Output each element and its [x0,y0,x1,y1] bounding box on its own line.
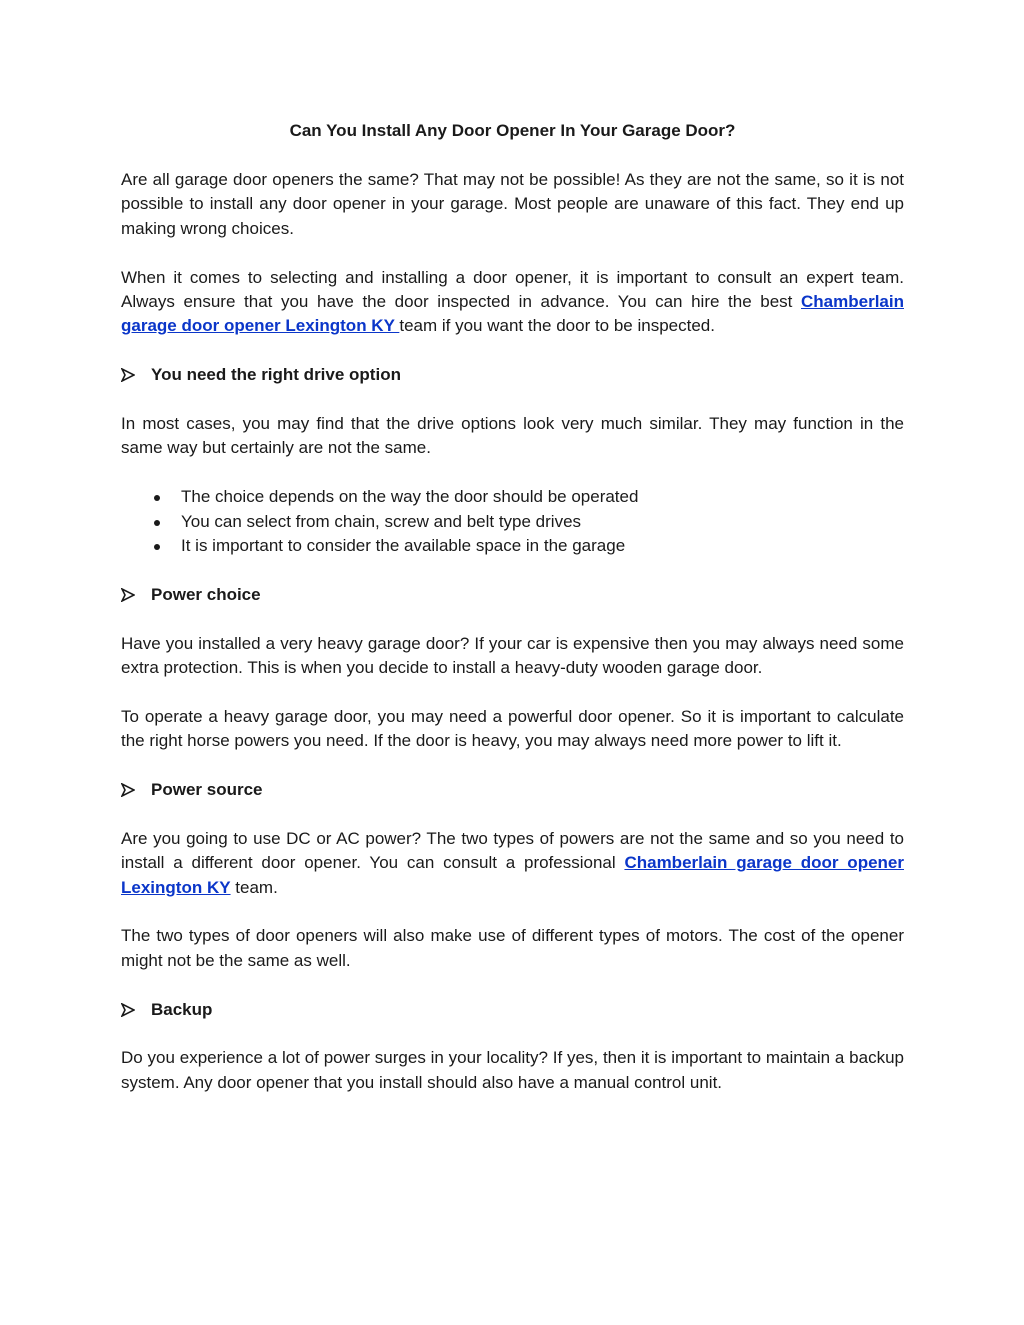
power-choice-paragraph-1: Have you installed a very heavy garage door? If your car is expensive then you may always need some extra protection. This is when you decide to install a heavy-duty wooden garage door. [121,633,904,678]
section-heading-backup [121,998,904,1022]
inspection-text-after: team if you want the door to be inspected. [399,316,715,336]
inspection-paragraph [121,266,904,339]
arrowhead-bullet-icon [121,368,151,382]
section-heading-power-choice [121,583,904,607]
power-source-text-before: Are you going to use DC or AC power? The two types of powers are not the same and so you need to install a different door opener. You can consult a professional [121,828,904,873]
power-source-text-after: team. [230,877,278,897]
arrowhead-bullet-icon [121,588,151,602]
power-source-paragraph-2: The two types of door openers will also make use of different types of motors. The cost of the opener might not be the same as well. [121,926,904,970]
section-heading-drive-option [121,363,904,387]
power-source-paragraph-1 [121,827,904,900]
chamberlain-link[interactable]: Chamberlain garage door opener Lexington KY [121,853,904,897]
bullet-dot-icon [154,544,160,550]
document-page [121,118,904,1095]
list-item: The choice depends on the way the door should be operated [121,485,904,509]
section-heading-text: Power choice [151,584,261,604]
arrowhead-bullet-icon [121,783,151,797]
power-choice-paragraph-2: To operate a heavy garage door, you may need a powerful door opener. So it is important to calculate the right horse powers you need. If the door is heavy, you may always need more power to lift it. [121,706,904,751]
section-heading-power-source [121,778,904,802]
list-item: It is important to consider the available space in the garage [121,534,904,558]
drive-option-paragraph: In most cases, you may find that the drive options look very much similar. They may function in the same way but certainly are not the same. [121,414,904,458]
chamberlain-link[interactable]: Chamberlain garage door opener Lexington KY [121,292,904,336]
intro-paragraph: Are all garage door openers the same? That may not be possible! As they are not the same, so it is not possible to install any door opener in your garage. Most people are unaware of this fact. They end up making wrong choices. [121,170,904,238]
drive-option-list [121,485,904,558]
section-heading-text: Power source [151,780,263,800]
arrowhead-bullet-icon [121,1003,151,1017]
bullet-dot-icon [154,495,160,501]
section-heading-text: Backup [151,999,213,1019]
list-item: You can select from chain, screw and belt type drives [121,510,904,534]
inspection-text-before: When it comes to selecting and installing a door opener, it is important to consult an expert team. Always ensure that you have the door inspected in advance. You can hire the best [121,267,904,312]
section-heading-text: You need the right drive option [151,365,401,385]
bullet-dot-icon [154,520,160,526]
page-title: Can You Install Any Door Opener In Your Garage Door? [289,121,736,140]
backup-paragraph: Do you experience a lot of power surges in your locality? If yes, then it is important to maintain a backup system. Any door opener that you install should also have a manual control unit. [121,1048,904,1092]
